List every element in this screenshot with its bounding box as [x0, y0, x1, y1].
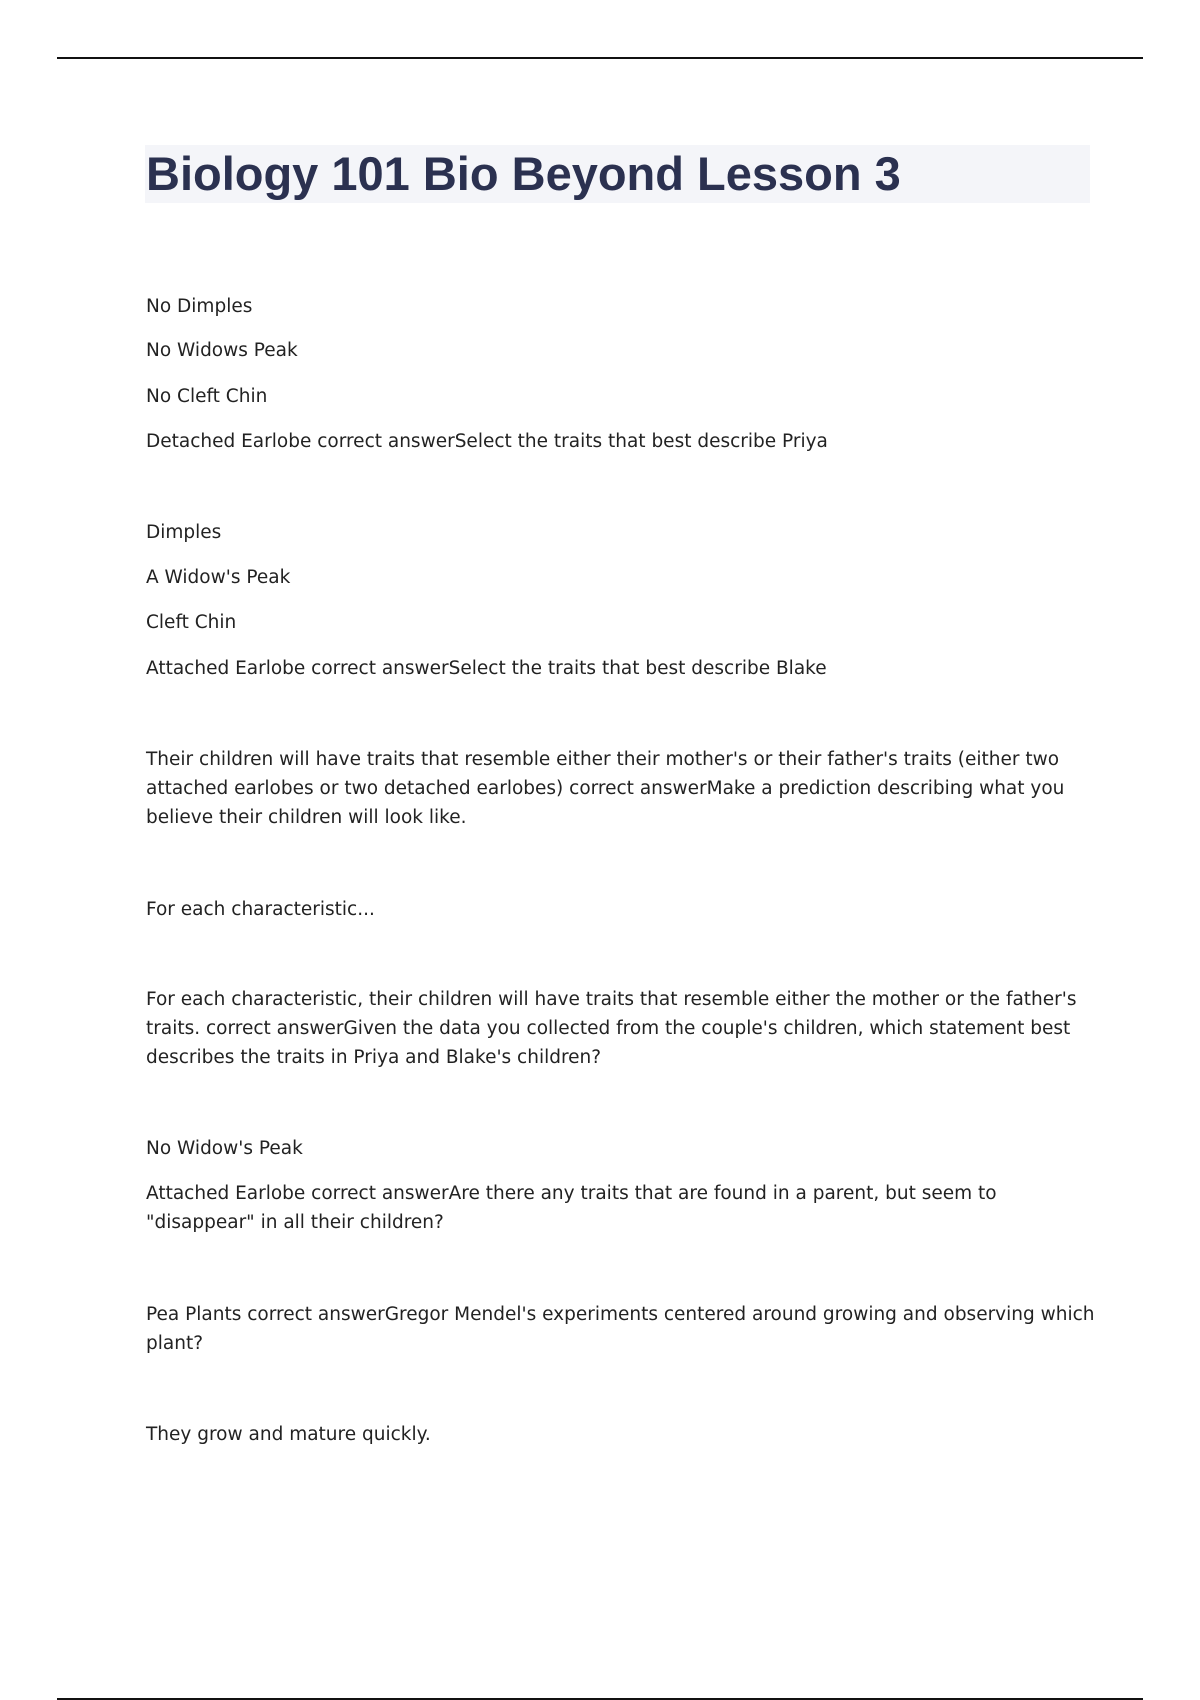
qa-item: Pea Plants correct answerGregor Mendel's experiments centered around growing and observing which plant? — [146, 1304, 1095, 1354]
qa-item: For each characteristic, their children will have traits that resemble either the mother or the father's traits. correct answerGiven the data you collected from the couple's children, which statement best describes the traits in Priya and Blake's children? — [146, 989, 1077, 1068]
qa-item: Attached Earlobe correct answerAre there any traits that are found in a parent, but seem to "disappear" in all their children? — [146, 1183, 997, 1233]
answer-line: No Widow's Peak — [146, 1138, 303, 1159]
answer-line: Cleft Chin — [146, 612, 237, 633]
answer-line: Dimples — [146, 522, 222, 543]
qa-item: Their children will have traits that resemble either their mother's or their father's traits (either two attached earlobes or two detached earlobes) correct answerMake a prediction describing what you believe their children will look like. — [146, 749, 1065, 828]
header-rule — [57, 57, 1143, 59]
qa-item: Detached Earlobe correct answerSelect the traits that best describe Priya — [146, 431, 828, 452]
qa-item: Attached Earlobe correct answerSelect the traits that best describe Blake — [146, 658, 827, 679]
answer-line: No Dimples — [146, 296, 253, 317]
answer-line: For each characteristic... — [146, 899, 375, 920]
answer-line: A Widow's Peak — [146, 567, 291, 588]
answer-line: No Widows Peak — [146, 340, 298, 361]
answer-line: They grow and mature quickly. — [146, 1424, 431, 1445]
answer-line: No Cleft Chin — [146, 386, 268, 407]
document-title: Biology 101 Bio Beyond Lesson 3 — [146, 147, 901, 200]
